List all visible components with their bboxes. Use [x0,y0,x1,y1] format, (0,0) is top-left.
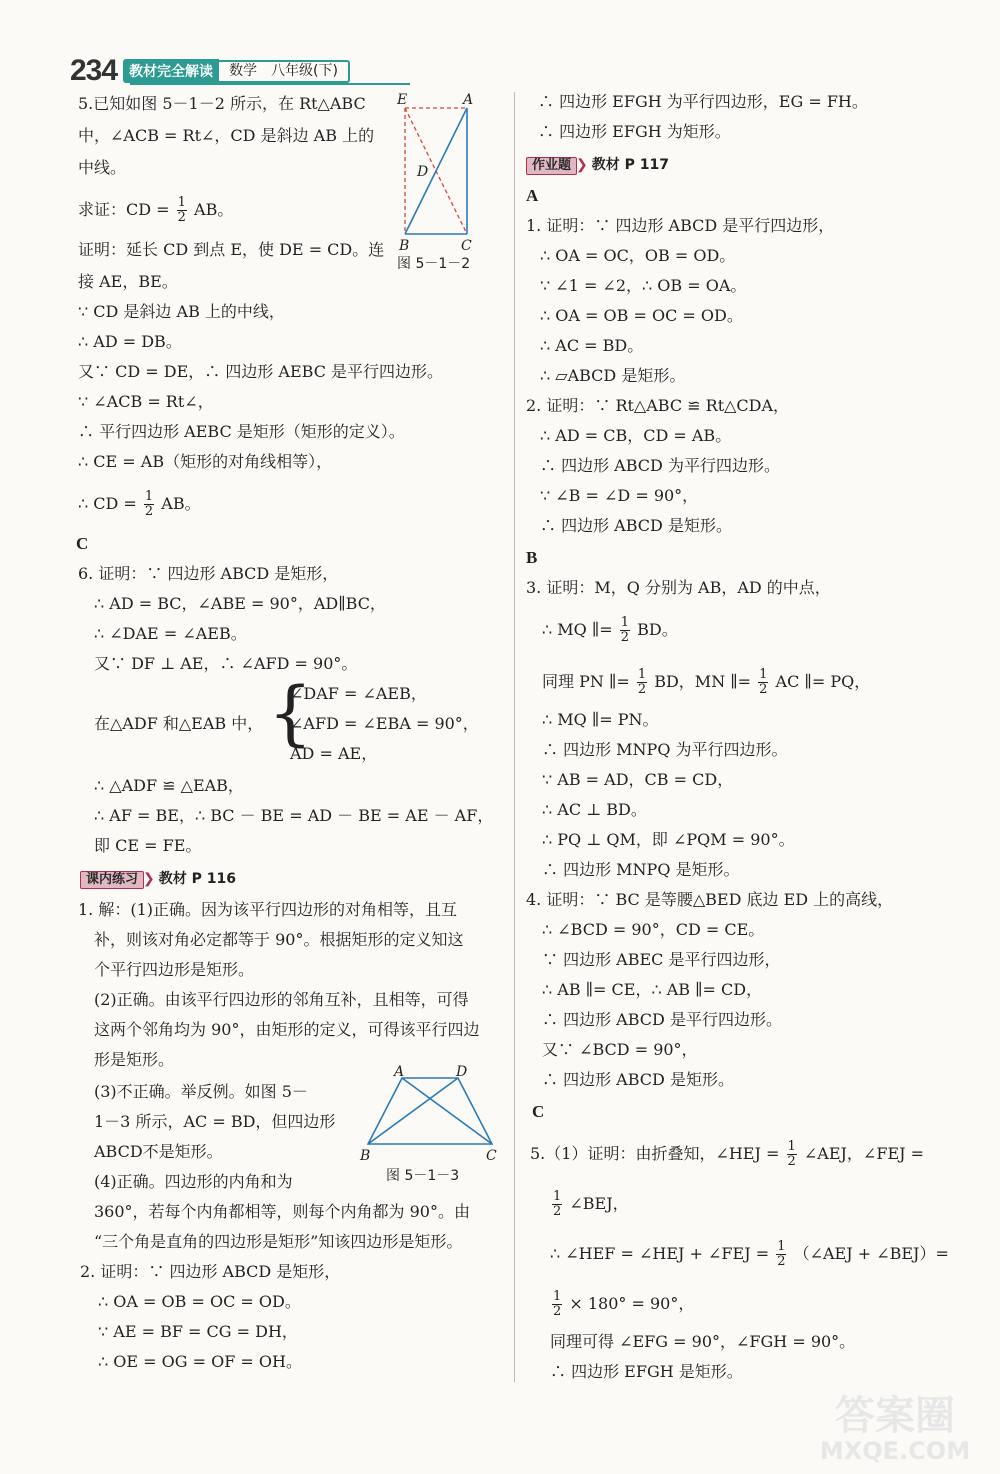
text-line: ∴ 四边形 ABCD 是矩形。 [540,516,732,535]
fraction [552,1190,562,1219]
numerator: 1 [620,615,630,630]
denominator: 2 [144,504,154,519]
section-tag [526,154,669,175]
text-line: 又∵ DF ⊥ AE，∴ ∠AFD = 90°。 [94,654,358,673]
homework-tag: 作业题 [526,157,577,175]
label-A: A [394,1064,405,1080]
textbook-ref: 教材 P 116 [158,871,236,887]
numerator: 1 [637,667,647,682]
text-line: ∴ ∠DAE = ∠AEB。 [94,624,247,643]
fraction [758,668,768,697]
text-line: ∴ 四边形 ABCD 是平行四边形。 [542,1010,782,1029]
formula-line [542,616,678,645]
fraction [552,1290,562,1319]
watermark-site: MXQE.COM [819,1437,971,1465]
text-part: AC ∥= PQ， [775,672,871,691]
text-part: BD，MN ∥= [654,672,752,691]
label-B: B [399,238,410,254]
section-heading: C [76,534,89,553]
text-line: 又∵ CD = DE，∴ 四边形 AEBC 是平行四边形。 [78,362,444,381]
text-line: ∴ ∠BCD = 90°，CD = CE。 [542,920,765,939]
label-D: D [456,1064,468,1080]
text-line: ∵ CD 是斜边 AB 上的中线， [78,302,285,321]
label-B: B [360,1148,371,1164]
formula-line [78,490,201,519]
denominator: 2 [177,210,186,225]
label-A: A [463,92,474,108]
text-line: 形是矩形。 [94,1050,175,1069]
numerator: 1 [144,489,154,504]
figure-5-1-2 [395,92,485,272]
column-divider [514,92,515,1382]
text-line: ABCD不是矩形。 [94,1142,223,1161]
text-line: ∴ △ADF ≌ △EAB， [94,776,244,795]
text-part: ∴ MQ ∥= [542,620,613,639]
section-heading: A [526,186,539,205]
text-line: (3)不正确。举反例。如图 5－ [94,1082,308,1101]
exercise-tag: 课内练习 [80,871,144,889]
denominator: 2 [553,1304,562,1319]
brace-symbol: { [268,672,313,754]
text-line: ∴ CE = AB（矩形的对角线相等）， [78,452,333,471]
denominator: 2 [777,1254,786,1269]
text-line: 个平行四边形是矩形。 [94,960,255,979]
trapezoid [368,1078,492,1144]
text-line: ∴ OA = OC，OB = OD。 [540,246,736,265]
text-line: 360°，若每个内角都相等，则每个内角都为 90°。由 [94,1202,470,1221]
text-line: ∴ 四边形 MNPQ 是矩形。 [542,860,740,879]
text-line: 4. 证明：∵ BC 是等腰△BED 底边 ED 上的高线， [526,890,894,909]
numerator: 1 [553,1289,562,1304]
numerator: 1 [553,1189,562,1204]
text-line: 中，∠ACB = Rt∠，CD 是斜边 AB 上的 [78,126,375,145]
diagonal-AC [402,1078,492,1144]
text-line: ∵ AB = AD，CB = CD， [542,770,734,789]
text-line: 在△ADF 和△EAB 中， [94,714,264,733]
formula-line [542,668,870,697]
text-line: ∴ 四边形 ABCD 为平行四边形。 [540,456,780,475]
text-line: ∴ AC ⊥ BD。 [542,800,647,819]
text-line: 同理可得 ∠EFG = 90°，∠FGH = 90°。 [550,1332,856,1351]
figure-caption: 图 5－1－3 [386,1168,460,1184]
text-part: ∴ CD = [78,494,137,513]
section-heading: C [532,1102,545,1121]
fraction [620,616,630,645]
denominator: 2 [637,682,647,697]
formula-line [550,1240,949,1269]
text-line: 1. 证明：∵ 四边形 ABCD 是平行四边形， [526,216,835,235]
text-line: ∴ AF = BE，∴ BC － BE = AD － BE = AE － AF， [94,806,494,825]
text-line: 2. 证明：∵ Rt△ABC ≌ Rt△CDA， [526,396,790,415]
text-line: ∴ OA = OB = OC = OD。 [98,1292,301,1311]
text-line: ∴ AD = BC，∠ABE = 90°，AD∥BC， [94,594,386,613]
text-line: ∵ ∠ACB = Rt∠， [78,392,214,411]
text-line: 6. 证明：∵ 四边形 ABCD 是矩形， [78,564,339,583]
denominator: 2 [553,1204,562,1219]
text-line: 1－3 所示，AC = BD，但四边形 [94,1112,336,1131]
text-line: 2. 证明：∵ 四边形 ABCD 是矩形， [80,1262,341,1281]
brace-line: ∠DAF = ∠AEB， [290,684,427,703]
text-part: ∴ ∠HEF = ∠HEJ + ∠FEJ = [550,1244,770,1263]
text-part: BD。 [637,620,678,639]
numerator: 1 [787,1139,796,1154]
watermark-logo: 答案圈 [835,1393,955,1439]
tag-arrow-icon: ❯ [576,157,588,173]
text-line: ∴ 平行四边形 AEBC 是矩形（矩形的定义）。 [78,422,405,441]
text-line: ∴ OA = OB = OC = OD。 [540,306,743,325]
text-line: ∴ 四边形 EFGH 为平行四边形，EG = FH。 [538,92,868,111]
text-line: 1. 解：(1)正确。因为该平行四边形的对角相等，且互 [78,900,458,919]
text-line: ∴ AC = BD。 [540,336,644,355]
diagonal-BD [368,1078,458,1144]
text-line: (2)正确。由该平行四边形的邻角互补，且相等，可得 [94,990,469,1009]
tag-arrow-icon: ❯ [143,871,155,887]
text-line: ∴ 四边形 EFGH 为矩形。 [538,122,731,141]
text-part: ∠BEJ， [569,1194,629,1213]
text-line: ∴ MQ ∥= PN。 [542,710,659,729]
label-C: C [486,1148,497,1164]
text-part: 同理 PN ∥= [542,672,630,691]
text-line: ∵ ∠1 = ∠2，∴ OB = OA。 [540,276,747,295]
section-tag [80,868,236,889]
text-part: AB。 [194,200,234,219]
numerator: 1 [759,667,768,682]
fraction [637,668,647,697]
text-line: ∵ ∠B = ∠D = 90°， [540,486,699,505]
formula-line [550,1190,629,1219]
text-part: AB。 [161,494,201,513]
text-line: 证明：延长 CD 到点 E，使 DE = CD。连 [78,240,385,259]
text-line: 5.已知如图 5－1－2 所示，在 Rt△ABC [78,94,366,113]
page-header [70,56,350,86]
text-line: ∴ 四边形 EFGH 是矩形。 [550,1362,743,1381]
text-line: ∴ 四边形 MNPQ 为平行四边形。 [542,740,788,759]
text-line: ∴ 四边形 ABCD 是矩形。 [542,1070,734,1089]
text-line: 补，则该对角必定都等于 90°。根据矩形的定义知这 [94,930,464,949]
watermark [810,1394,980,1464]
formula-line [78,196,233,225]
formula-line [550,1290,694,1319]
fraction [144,490,154,519]
text-line: ∴ AD = DB。 [78,332,182,351]
text-line: 即 CE = FE。 [94,836,202,855]
denominator: 2 [787,1154,796,1169]
text-line: ∴ AD = CB，CD = AB。 [540,426,732,445]
text-line: “三个角是直角的四边形是矩形”知该四边形是矩形。 [94,1232,463,1251]
header-rule [130,83,410,85]
section-heading: B [526,548,538,567]
fraction [776,1240,786,1269]
text-line: ∴ PQ ⊥ QM，即 ∠PQM = 90°。 [542,830,795,849]
numerator: 1 [177,195,186,210]
text-line: 中线。 [78,158,127,177]
denominator: 2 [620,630,630,645]
book-title-badge: 教材完全解读 [123,59,219,83]
textbook-ref: 教材 P 117 [591,157,669,173]
text-line: ∵ 四边形 ABEC 是平行四边形， [542,950,781,969]
text-line: ∴ OE = OG = OF = OH。 [98,1352,302,1371]
brace-line: ∠AFD = ∠EBA = 90°， [290,714,479,733]
text-line: 接 AE，BE。 [78,272,178,291]
fraction [787,1140,797,1169]
text-part: × 180° = 90°， [569,1294,695,1313]
page-number: 234 [70,54,118,87]
text-line: 这两个邻角均为 90°，由矩形的定义，可得该平行四边 [94,1020,480,1039]
label-D: D [417,164,429,180]
fraction [177,196,187,225]
numerator: 1 [777,1239,786,1254]
text-line: ∴ ▱ABCD 是矩形。 [540,366,686,385]
text-line: 3. 证明：M，Q 分别为 AB，AD 的中点， [526,578,831,597]
subject-grade: 数学 八年级(下) [219,60,350,83]
text-part: ∠AEJ，∠FEJ = [803,1144,925,1163]
denominator: 2 [759,682,768,697]
text-part: 5.（1）证明：由折叠知，∠HEJ = [530,1144,780,1163]
figure-5-1-3 [358,1064,508,1186]
text-line: (4)正确。四边形的内角和为 [94,1172,293,1191]
figure-caption: 图 5－1－2 [397,256,471,272]
formula-line [530,1140,924,1169]
text-line: ∴ AB ∥= CE，∴ AB ∥= CD， [542,980,763,999]
label-E: E [397,92,408,108]
text-line: 又∵ ∠BCD = 90°， [542,1040,698,1059]
text-line: ∵ AE = BF = CG = DH， [98,1322,298,1341]
brace-line: AD = AE， [290,744,378,763]
label-C: C [461,238,472,254]
text-part: 求证：CD = [78,200,170,219]
text-part: （∠AEJ + ∠BEJ）= [793,1244,949,1263]
